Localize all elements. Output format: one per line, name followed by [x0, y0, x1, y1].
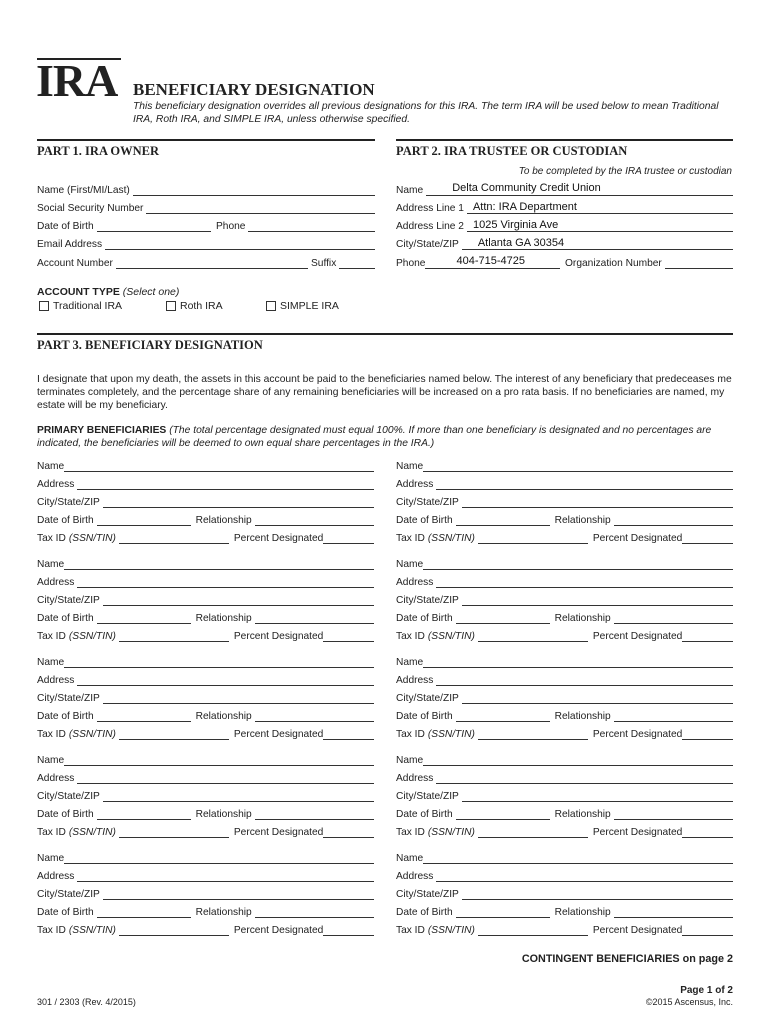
beneficiary-10-city-label: City/State/ZIP — [396, 889, 459, 900]
beneficiary-10-row — [396, 850, 733, 864]
beneficiary-7-percent-field[interactable] — [323, 827, 374, 838]
beneficiary-5-percent-label: Percent Designated — [233, 729, 324, 740]
beneficiary-1-address-label: Address — [37, 479, 75, 490]
beneficiary-9-city-label: City/State/ZIP — [37, 889, 100, 900]
beneficiary-1-name-label: Name — [37, 461, 65, 472]
beneficiary-7-name-label: Name — [37, 755, 65, 766]
beneficiary-2-dob-field[interactable] — [456, 515, 550, 526]
beneficiary-1-percent-label: Percent Designated — [233, 533, 324, 544]
beneficiary-4-row — [396, 610, 733, 624]
simple-ira-checkbox[interactable] — [266, 301, 276, 311]
beneficiary-2-city-label: City/State/ZIP — [396, 497, 459, 508]
beneficiary-3-row — [37, 628, 374, 642]
beneficiary-3-row — [37, 610, 374, 624]
owner-email-row — [37, 236, 375, 250]
beneficiary-1-city-field[interactable] — [103, 497, 374, 508]
beneficiary-2-relationship-field[interactable] — [614, 515, 733, 526]
custodian-addr1-field[interactable] — [467, 203, 733, 214]
beneficiary-5-city-label: City/State/ZIP — [37, 693, 100, 704]
custodian-addr2-row — [396, 218, 733, 232]
beneficiary-2-address-field[interactable] — [436, 479, 733, 490]
simple-ira-option[interactable] — [266, 300, 339, 312]
document-subtitle: This beneficiary designation overrides all previous designations for this IRA. The term IRA will be used below to mean Traditional IRA, Roth IRA, and SIMPLE IRA, unless otherwise specified. — [133, 101, 719, 125]
custodian-city-value: Atlanta GA 30354 — [477, 237, 565, 249]
beneficiary-10-dob-label: Date of Birth — [396, 907, 453, 918]
roth-ira-option[interactable] — [166, 300, 223, 312]
beneficiary-3-name-label: Name — [37, 559, 65, 570]
custodian-city-field[interactable] — [462, 239, 733, 250]
owner-dob-row — [37, 218, 211, 232]
beneficiary-1-taxid_note-label: (SSN/TIN) — [68, 533, 116, 544]
beneficiary-3-city-field[interactable] — [103, 595, 374, 606]
beneficiary-7-address-label: Address — [37, 773, 75, 784]
beneficiary-6-name-label: Name — [396, 657, 424, 668]
beneficiary-7-dob-label: Date of Birth — [37, 809, 94, 820]
beneficiary-4-taxid_note-label: (SSN/TIN) — [427, 631, 475, 642]
page-number: Page 1 of 2 — [680, 985, 733, 996]
beneficiary-9-percent-field[interactable] — [323, 925, 374, 936]
beneficiary-6-row — [396, 690, 733, 704]
part2-heading: PART 2. IRA TRUSTEE OR CUSTODIAN — [396, 144, 628, 158]
beneficiary-6-row — [396, 654, 733, 668]
beneficiary-3-relationship-field[interactable] — [255, 613, 374, 624]
beneficiary-4-row — [396, 574, 733, 588]
beneficiary-1-relationship-label: Relationship — [195, 515, 252, 526]
form-number: 301 / 2303 (Rev. 4/2015) — [37, 997, 136, 1007]
designation-paragraph: I designate that upon my death, the assets in this account be paid to the beneficiaries named below. The interest of any beneficiary that predeceases me terminates completely, and the percentage share of any remaining beneficiaries will be increased on a pro rata basis. If no beneficiaries are named, my estate will be my beneficiary. — [37, 374, 732, 411]
beneficiary-6-percent-field[interactable] — [682, 729, 733, 740]
beneficiary-10-percent-field[interactable] — [682, 925, 733, 936]
ira-logo-text: IRA — [36, 55, 118, 106]
beneficiary-6-dob-field[interactable] — [456, 711, 550, 722]
beneficiary-2-row — [396, 530, 733, 544]
owner-ssn-field[interactable] — [146, 203, 375, 214]
beneficiary-3-row — [37, 556, 374, 570]
beneficiary-8-address-label: Address — [396, 773, 434, 784]
beneficiary-8-row — [396, 788, 733, 802]
beneficiary-10-row — [396, 868, 733, 882]
beneficiary-9-relationship-field[interactable] — [255, 907, 374, 918]
beneficiary-7-city-field[interactable] — [103, 791, 374, 802]
traditional-ira-checkbox[interactable] — [39, 301, 49, 311]
beneficiary-1-row — [37, 476, 374, 490]
beneficiary-6-taxid-label: Tax ID — [396, 729, 425, 740]
beneficiary-2-relationship-label: Relationship — [554, 515, 611, 526]
owner-email-label: Email Address — [37, 239, 103, 250]
beneficiary-5-row — [37, 654, 374, 668]
beneficiary-9-address-field[interactable] — [77, 871, 374, 882]
beneficiary-2-taxid-label: Tax ID — [396, 533, 425, 544]
beneficiary-5-percent-field[interactable] — [323, 729, 374, 740]
beneficiary-5-taxid-field[interactable] — [119, 729, 229, 740]
owner-account-row — [37, 255, 308, 269]
beneficiary-10-name-label: Name — [396, 853, 424, 864]
owner-name-label: Name (First/MI/Last) — [37, 185, 130, 196]
beneficiary-7-relationship-label: Relationship — [195, 809, 252, 820]
beneficiary-6-taxid_note-label: (SSN/TIN) — [427, 729, 475, 740]
custodian-addr1-row — [396, 200, 733, 214]
beneficiary-4-row — [396, 556, 733, 570]
beneficiary-1-percent-field[interactable] — [323, 533, 374, 544]
beneficiary-9-taxid-field[interactable] — [119, 925, 229, 936]
beneficiary-8-row — [396, 752, 733, 766]
beneficiary-6-percent-label: Percent Designated — [592, 729, 683, 740]
beneficiary-8-taxid_note-label: (SSN/TIN) — [427, 827, 475, 838]
document-title: BENEFICIARY DESIGNATION — [133, 80, 375, 99]
beneficiary-9-name-label: Name — [37, 853, 65, 864]
part2-rule — [396, 139, 733, 141]
custodian-addr2-field[interactable] — [467, 221, 733, 232]
beneficiary-1-taxid-field[interactable] — [119, 533, 229, 544]
beneficiary-8-taxid-label: Tax ID — [396, 827, 425, 838]
beneficiary-4-row — [396, 628, 733, 642]
beneficiary-1-taxid-label: Tax ID — [37, 533, 66, 544]
beneficiary-9-percent-label: Percent Designated — [233, 925, 324, 936]
beneficiary-5-row — [37, 690, 374, 704]
owner-account-label: Account Number — [37, 258, 113, 269]
beneficiary-4-dob-field[interactable] — [456, 613, 550, 624]
custodian-addr2-label: Address Line 2 — [396, 221, 464, 232]
beneficiary-1-row — [37, 494, 374, 508]
custodian-name-label: Name — [396, 185, 424, 196]
owner-suffix-field[interactable] — [339, 258, 375, 269]
contingent-note: CONTINGENT BENEFICIARIES on page 2 — [521, 953, 733, 965]
custodian-city-label: City/State/ZIP — [396, 239, 459, 250]
beneficiary-8-city-label: City/State/ZIP — [396, 791, 459, 802]
beneficiary-9-name-field[interactable] — [64, 853, 374, 864]
beneficiary-6-address-label: Address — [396, 675, 434, 686]
beneficiary-6-row — [396, 708, 733, 722]
beneficiary-6-row — [396, 672, 733, 686]
beneficiary-8-name-label: Name — [396, 755, 424, 766]
beneficiary-6-address-field[interactable] — [436, 675, 733, 686]
owner-dob-field[interactable] — [97, 221, 211, 232]
part2-note: To be completed by the IRA trustee or custodian — [518, 166, 732, 177]
beneficiary-5-dob-field[interactable] — [97, 711, 191, 722]
owner-phone-label: Phone — [216, 221, 246, 232]
beneficiary-10-address-label: Address — [396, 871, 434, 882]
beneficiary-10-relationship-field[interactable] — [614, 907, 733, 918]
beneficiary-4-taxid-label: Tax ID — [396, 631, 425, 642]
beneficiary-8-address-field[interactable] — [436, 773, 733, 784]
beneficiary-3-city-label: City/State/ZIP — [37, 595, 100, 606]
beneficiary-10-relationship-label: Relationship — [554, 907, 611, 918]
custodian-name-field[interactable] — [426, 182, 733, 196]
beneficiary-4-dob-label: Date of Birth — [396, 613, 453, 624]
beneficiary-9-dob-label: Date of Birth — [37, 907, 94, 918]
beneficiary-10-city-field[interactable] — [462, 889, 733, 900]
beneficiary-8-row — [396, 770, 733, 784]
beneficiary-9-city-field[interactable] — [103, 889, 374, 900]
simple-ira-label: SIMPLE IRA — [280, 300, 339, 312]
beneficiary-10-name-field[interactable] — [423, 853, 733, 864]
beneficiary-10-row — [396, 904, 733, 918]
beneficiary-5-name-label: Name — [37, 657, 65, 668]
copyright: ©2015 Ascensus, Inc. — [645, 997, 733, 1007]
beneficiary-1-relationship-field[interactable] — [255, 515, 374, 526]
beneficiary-4-name-field[interactable] — [423, 559, 733, 570]
beneficiary-8-dob-label: Date of Birth — [396, 809, 453, 820]
beneficiary-8-city-field[interactable] — [462, 791, 733, 802]
beneficiary-4-taxid-field[interactable] — [478, 631, 588, 642]
beneficiary-9-address-label: Address — [37, 871, 75, 882]
primary-beneficiaries-intro — [37, 425, 733, 451]
beneficiary-5-taxid_note-label: (SSN/TIN) — [68, 729, 116, 740]
beneficiary-7-address-field[interactable] — [77, 773, 374, 784]
beneficiary-8-percent-label: Percent Designated — [592, 827, 683, 838]
beneficiary-7-row — [37, 824, 374, 838]
beneficiary-5-row — [37, 708, 374, 722]
beneficiary-1-row — [37, 530, 374, 544]
beneficiary-3-percent-field[interactable] — [323, 631, 374, 642]
beneficiary-3-dob-field[interactable] — [97, 613, 191, 624]
account-type-heading — [37, 286, 179, 298]
beneficiary-4-name-label: Name — [396, 559, 424, 570]
beneficiary-10-row — [396, 922, 733, 936]
beneficiary-2-dob-label: Date of Birth — [396, 515, 453, 526]
custodian-phone-label: Phone — [396, 258, 426, 269]
beneficiary-2-row — [396, 476, 733, 490]
beneficiary-9-row — [37, 922, 374, 936]
beneficiary-2-row — [396, 494, 733, 508]
owner-email-field[interactable] — [105, 239, 375, 250]
beneficiary-10-taxid-label: Tax ID — [396, 925, 425, 936]
beneficiary-9-taxid-label: Tax ID — [37, 925, 66, 936]
beneficiary-7-dob-field[interactable] — [97, 809, 191, 820]
beneficiary-8-taxid-field[interactable] — [478, 827, 588, 838]
custodian-phone-value: 404-715-4725 — [456, 255, 525, 267]
beneficiary-5-row — [37, 726, 374, 740]
beneficiary-2-percent-label: Percent Designated — [592, 533, 683, 544]
owner-ssn-row — [37, 200, 375, 214]
beneficiary-7-row — [37, 806, 374, 820]
beneficiary-6-city-field[interactable] — [462, 693, 733, 704]
beneficiary-7-row — [37, 770, 374, 784]
custodian-org-label: Organization Number — [565, 258, 662, 269]
beneficiary-7-row — [37, 788, 374, 802]
part3-rule — [37, 333, 733, 335]
beneficiary-9-taxid_note-label: (SSN/TIN) — [68, 925, 116, 936]
beneficiary-5-city-field[interactable] — [103, 693, 374, 704]
custodian-org-field[interactable] — [665, 258, 733, 269]
owner-phone-row — [216, 218, 375, 232]
beneficiary-6-relationship-field[interactable] — [614, 711, 733, 722]
beneficiary-1-dob-label: Date of Birth — [37, 515, 94, 526]
owner-name-row — [37, 182, 375, 196]
owner-account-field[interactable] — [116, 258, 308, 269]
beneficiary-8-name-field[interactable] — [423, 755, 733, 766]
beneficiary-4-percent-field[interactable] — [682, 631, 733, 642]
beneficiary-10-percent-label: Percent Designated — [592, 925, 683, 936]
beneficiary-6-name-field[interactable] — [423, 657, 733, 668]
beneficiary-4-city-field[interactable] — [462, 595, 733, 606]
beneficiary-9-row — [37, 850, 374, 864]
custodian-org-row — [565, 255, 733, 269]
beneficiary-1-city-label: City/State/ZIP — [37, 497, 100, 508]
owner-phone-field[interactable] — [248, 221, 375, 232]
part1-heading: PART 1. IRA OWNER — [37, 144, 160, 158]
beneficiary-9-row — [37, 904, 374, 918]
beneficiary-4-percent-label: Percent Designated — [592, 631, 683, 642]
beneficiary-8-percent-field[interactable] — [682, 827, 733, 838]
beneficiary-9-row — [37, 886, 374, 900]
beneficiary-7-row — [37, 752, 374, 766]
beneficiary-2-name-field[interactable] — [423, 461, 733, 472]
beneficiary-1-row — [37, 512, 374, 526]
beneficiary-7-taxid-label: Tax ID — [37, 827, 66, 838]
beneficiary-2-address-label: Address — [396, 479, 434, 490]
custodian-city-row — [396, 236, 733, 250]
beneficiary-6-relationship-label: Relationship — [554, 711, 611, 722]
beneficiary-1-address-field[interactable] — [77, 479, 374, 490]
beneficiary-4-city-label: City/State/ZIP — [396, 595, 459, 606]
beneficiary-7-taxid-field[interactable] — [119, 827, 229, 838]
beneficiary-5-relationship-label: Relationship — [195, 711, 252, 722]
beneficiary-1-name-field[interactable] — [64, 461, 374, 472]
beneficiary-7-name-field[interactable] — [64, 755, 374, 766]
account-type-label: ACCOUNT TYPE — [37, 286, 120, 298]
beneficiary-8-relationship-label: Relationship — [554, 809, 611, 820]
roth-ira-label: Roth IRA — [180, 300, 223, 312]
beneficiary-2-row — [396, 458, 733, 472]
traditional-ira-option[interactable] — [39, 300, 122, 312]
beneficiary-2-percent-field[interactable] — [682, 533, 733, 544]
beneficiary-2-city-field[interactable] — [462, 497, 733, 508]
beneficiary-9-relationship-label: Relationship — [195, 907, 252, 918]
beneficiary-10-taxid_note-label: (SSN/TIN) — [427, 925, 475, 936]
account-type-note: (Select one) — [122, 286, 180, 298]
beneficiary-5-address-field[interactable] — [77, 675, 374, 686]
primary-beneficiaries-note: (The total percentage designated must equal 100%. If more than one beneficiary is designated and no percentages are indicated, the beneficiaries will be deemed to own equal share percentages in the IRA.) — [37, 425, 712, 449]
beneficiary-4-relationship-label: Relationship — [554, 613, 611, 624]
beneficiary-9-dob-field[interactable] — [97, 907, 191, 918]
beneficiary-3-taxid-label: Tax ID — [37, 631, 66, 642]
beneficiary-4-row — [396, 592, 733, 606]
beneficiary-5-taxid-label: Tax ID — [37, 729, 66, 740]
beneficiary-8-dob-field[interactable] — [456, 809, 550, 820]
part1-rule — [37, 139, 375, 141]
beneficiary-4-address-label: Address — [396, 577, 434, 588]
beneficiary-3-dob-label: Date of Birth — [37, 613, 94, 624]
beneficiary-3-name-field[interactable] — [64, 559, 374, 570]
beneficiary-4-relationship-field[interactable] — [614, 613, 733, 624]
owner-suffix-row — [311, 255, 375, 269]
beneficiary-3-row — [37, 592, 374, 606]
beneficiary-2-row — [396, 512, 733, 526]
owner-dob-label: Date of Birth — [37, 221, 94, 232]
custodian-phone-row — [396, 255, 560, 269]
beneficiary-3-taxid_note-label: (SSN/TIN) — [68, 631, 116, 642]
beneficiary-5-relationship-field[interactable] — [255, 711, 374, 722]
beneficiary-6-row — [396, 726, 733, 740]
beneficiary-7-percent-label: Percent Designated — [233, 827, 324, 838]
beneficiary-2-taxid-field[interactable] — [478, 533, 588, 544]
owner-ssn-label: Social Security Number — [37, 203, 144, 214]
traditional-ira-label: Traditional IRA — [53, 300, 123, 312]
beneficiary-9-row — [37, 868, 374, 882]
beneficiary-3-address-label: Address — [37, 577, 75, 588]
beneficiary-1-row — [37, 458, 374, 472]
beneficiary-6-taxid-field[interactable] — [478, 729, 588, 740]
custodian-phone-field[interactable] — [425, 255, 560, 269]
owner-suffix-label: Suffix — [311, 258, 337, 269]
beneficiary-8-row — [396, 806, 733, 820]
beneficiary-10-address-field[interactable] — [436, 871, 733, 882]
primary-beneficiaries-label: PRIMARY BENEFICIARIES — [37, 425, 167, 436]
custodian-name-value: Delta Community Credit Union — [452, 182, 601, 194]
beneficiary-10-row — [396, 886, 733, 900]
beneficiary-5-dob-label: Date of Birth — [37, 711, 94, 722]
beneficiary-10-taxid-field[interactable] — [478, 925, 588, 936]
beneficiary-7-taxid_note-label: (SSN/TIN) — [68, 827, 116, 838]
beneficiary-10-dob-field[interactable] — [456, 907, 550, 918]
beneficiary-7-relationship-field[interactable] — [255, 809, 374, 820]
custodian-addr1-value: Attn: IRA Department — [472, 201, 577, 213]
beneficiary-3-address-field[interactable] — [77, 577, 374, 588]
beneficiary-4-address-field[interactable] — [436, 577, 733, 588]
custodian-name-row — [396, 182, 733, 196]
beneficiary-2-taxid_note-label: (SSN/TIN) — [427, 533, 475, 544]
part3-heading: PART 3. BENEFICIARY DESIGNATION — [37, 338, 263, 352]
beneficiary-2-name-label: Name — [396, 461, 424, 472]
roth-ira-checkbox[interactable] — [166, 301, 176, 311]
custodian-addr1-label: Address Line 1 — [396, 203, 464, 214]
beneficiary-5-row — [37, 672, 374, 686]
beneficiary-3-percent-label: Percent Designated — [233, 631, 324, 642]
custodian-addr2-value: 1025 Virginia Ave — [472, 219, 559, 231]
beneficiary-3-row — [37, 574, 374, 588]
owner-name-field[interactable] — [133, 185, 375, 196]
beneficiary-8-relationship-field[interactable] — [614, 809, 733, 820]
beneficiary-3-taxid-field[interactable] — [119, 631, 229, 642]
beneficiary-8-row — [396, 824, 733, 838]
beneficiary-6-city-label: City/State/ZIP — [396, 693, 459, 704]
beneficiary-1-dob-field[interactable] — [97, 515, 191, 526]
beneficiary-7-city-label: City/State/ZIP — [37, 791, 100, 802]
beneficiary-5-address-label: Address — [37, 675, 75, 686]
beneficiary-3-relationship-label: Relationship — [195, 613, 252, 624]
beneficiary-5-name-field[interactable] — [64, 657, 374, 668]
beneficiary-6-dob-label: Date of Birth — [396, 711, 453, 722]
